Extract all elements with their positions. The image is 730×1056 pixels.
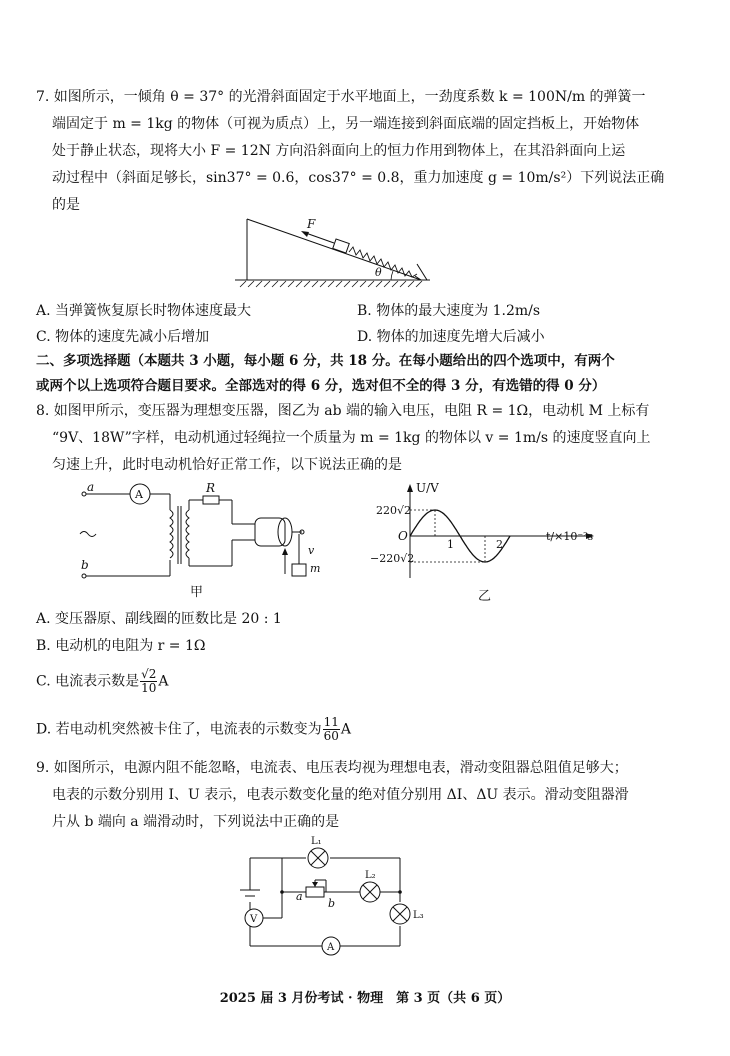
page-footer: 2025 届 3 月份考试 · 物理 第 3 页（共 6 页） <box>219 991 511 1006</box>
q8-stem-line-1: 8. 如图甲所示，变压器为理想变压器，图乙为 ab 端的输入电压，电阻 R = 1Ω，电动机 M 上标有 <box>36 403 650 419</box>
q8-chart-ymax-label: 220√2 <box>376 504 412 517</box>
q8-chart-tick-1: 1 <box>447 538 454 551</box>
q8-option-a: A. 变压器原、副线圈的匝数比是 20 : 1 <box>36 611 282 627</box>
q7-option-d: D. 物体的加速度先增大后减小 <box>357 329 545 345</box>
q8-option-c-denominator: 10 <box>141 681 157 695</box>
q8-figure-jia-caption: 甲 <box>190 585 204 600</box>
q9-lamp-l1-label: L₁ <box>311 836 322 847</box>
q8-option-c-text: C. 电流表示数是 <box>36 673 140 690</box>
q8-option-c-unit: A <box>158 673 169 690</box>
q8-mass-label: m <box>310 562 321 575</box>
q7-option-a: A. 当弹簧恢复原长时物体速度最大 <box>36 303 252 319</box>
q8-option-c-fraction <box>140 668 157 695</box>
q8-option-b: B. 电动机的电阻为 r = 1Ω <box>36 638 206 654</box>
q8-option-d-unit: A <box>340 721 352 738</box>
q7-option-b: B. 物体的最大速度为 1.2m/s <box>357 303 541 319</box>
q7-stem-line-1: 7. 如图所示，一倾角 θ = 37° 的光滑斜面固定于水平地面上，一劲度系数 k = 100N/m 的弹簧一 <box>36 89 646 105</box>
q8-chart-tick-2: 2 <box>496 538 503 551</box>
q8-option-d-fraction <box>323 716 340 743</box>
q8-figure-yi-caption: 乙 <box>478 589 492 604</box>
q8-chart-xlabel: t/×10⁻²s <box>546 530 594 543</box>
q8-terminal-b-label: b <box>81 558 89 572</box>
q9-slider-b-label: b <box>328 897 336 910</box>
q8-velocity-label: v <box>308 544 315 557</box>
q8-option-d-text: D. 若电动机突然被卡住了，电流表的示数变为 <box>36 721 322 738</box>
q9-stem-line-3: 片从 b 端向 a 端滑动时，下列说法中正确的是 <box>52 814 340 830</box>
q9-voltmeter-label: V <box>250 914 258 925</box>
q7-stem-line-5: 的是 <box>52 197 80 213</box>
q8-circuit-figure-jia <box>70 480 330 600</box>
q9-stem-line-2: 电表的示数分别用 I、U 表示，电表示数变化量的绝对值分别用 ΔI、ΔU 表示。滑动变阻器滑 <box>52 787 629 803</box>
q8-option-c-numerator: √2 <box>141 667 157 681</box>
section2-heading-line-2: 或两个以上选项符合题目要求。全部选对的得 6 分，选对但不全的得 3 分，有选错的得 0 分） <box>36 378 606 394</box>
q8-resistor-label: R <box>206 481 216 495</box>
q7-option-c: C. 物体的速度先减小后增加 <box>36 329 210 345</box>
q8-option-d-denominator: 60 <box>323 729 339 743</box>
q7-incline-figure <box>235 214 435 294</box>
q9-lamp-l2-label: L₂ <box>365 870 376 881</box>
q9-lamp-l3-label: L₃ <box>413 910 424 921</box>
q8-chart-ymin-label: −220√2 <box>370 552 415 565</box>
q9-slider-a-label: a <box>296 890 303 903</box>
q8-terminal-a-label: a <box>87 480 95 494</box>
q9-ammeter-label: A <box>327 942 335 953</box>
q8-stem-line-3: 匀速上升，此时电动机恰好正常工作，以下说法正确的是 <box>52 457 402 473</box>
q7-spring <box>349 247 417 277</box>
q8-stem-line-2: “9V、18W”字样，电动机通过轻绳拉一个质量为 m = 1kg 的物体以 v = 1m/s 的速度竖直向上 <box>52 430 651 446</box>
q8-option-c <box>36 668 169 695</box>
q8-ammeter-label: A <box>135 488 143 501</box>
q8-option-d <box>36 716 351 743</box>
q8-option-d-numerator: 11 <box>323 715 339 729</box>
q8-chart-ylabel: U/V <box>416 481 439 495</box>
q7-stem-line-2: 端固定于 m = 1kg 的物体（可视为质点）上，另一端连接到斜面底端的固定挡板上，开始物体 <box>52 116 640 132</box>
q7-force-label: F <box>307 217 316 231</box>
q7-stem-line-3: 处于静止状态，现将大小 F = 12N 方向沿斜面向上的恒力作用到物体上，在其沿斜面向上运 <box>52 143 626 159</box>
q8-chart-origin: O <box>398 529 408 543</box>
q7-angle-label: θ <box>375 266 382 279</box>
q7-stem-line-4: 动过程中（斜面足够长，sin37° = 0.6，cos37° = 0.8，重力加速度 g = 10m/s²）下列说法正确 <box>52 170 665 186</box>
q7-block <box>333 239 350 253</box>
section2-heading-line-1: 二、多项选择题（本题共 3 小题，每小题 6 分，共 18 分。在每小题给出的四个选项中，有两个 <box>36 353 615 369</box>
q8-voltage-chart-yi <box>360 478 620 608</box>
q9-circuit-figure <box>236 838 426 958</box>
q9-stem-line-1: 9. 如图所示，电源内阻不能忽略，电流表、电压表均视为理想电表，滑动变阻器总阻值足够大； <box>36 760 628 776</box>
